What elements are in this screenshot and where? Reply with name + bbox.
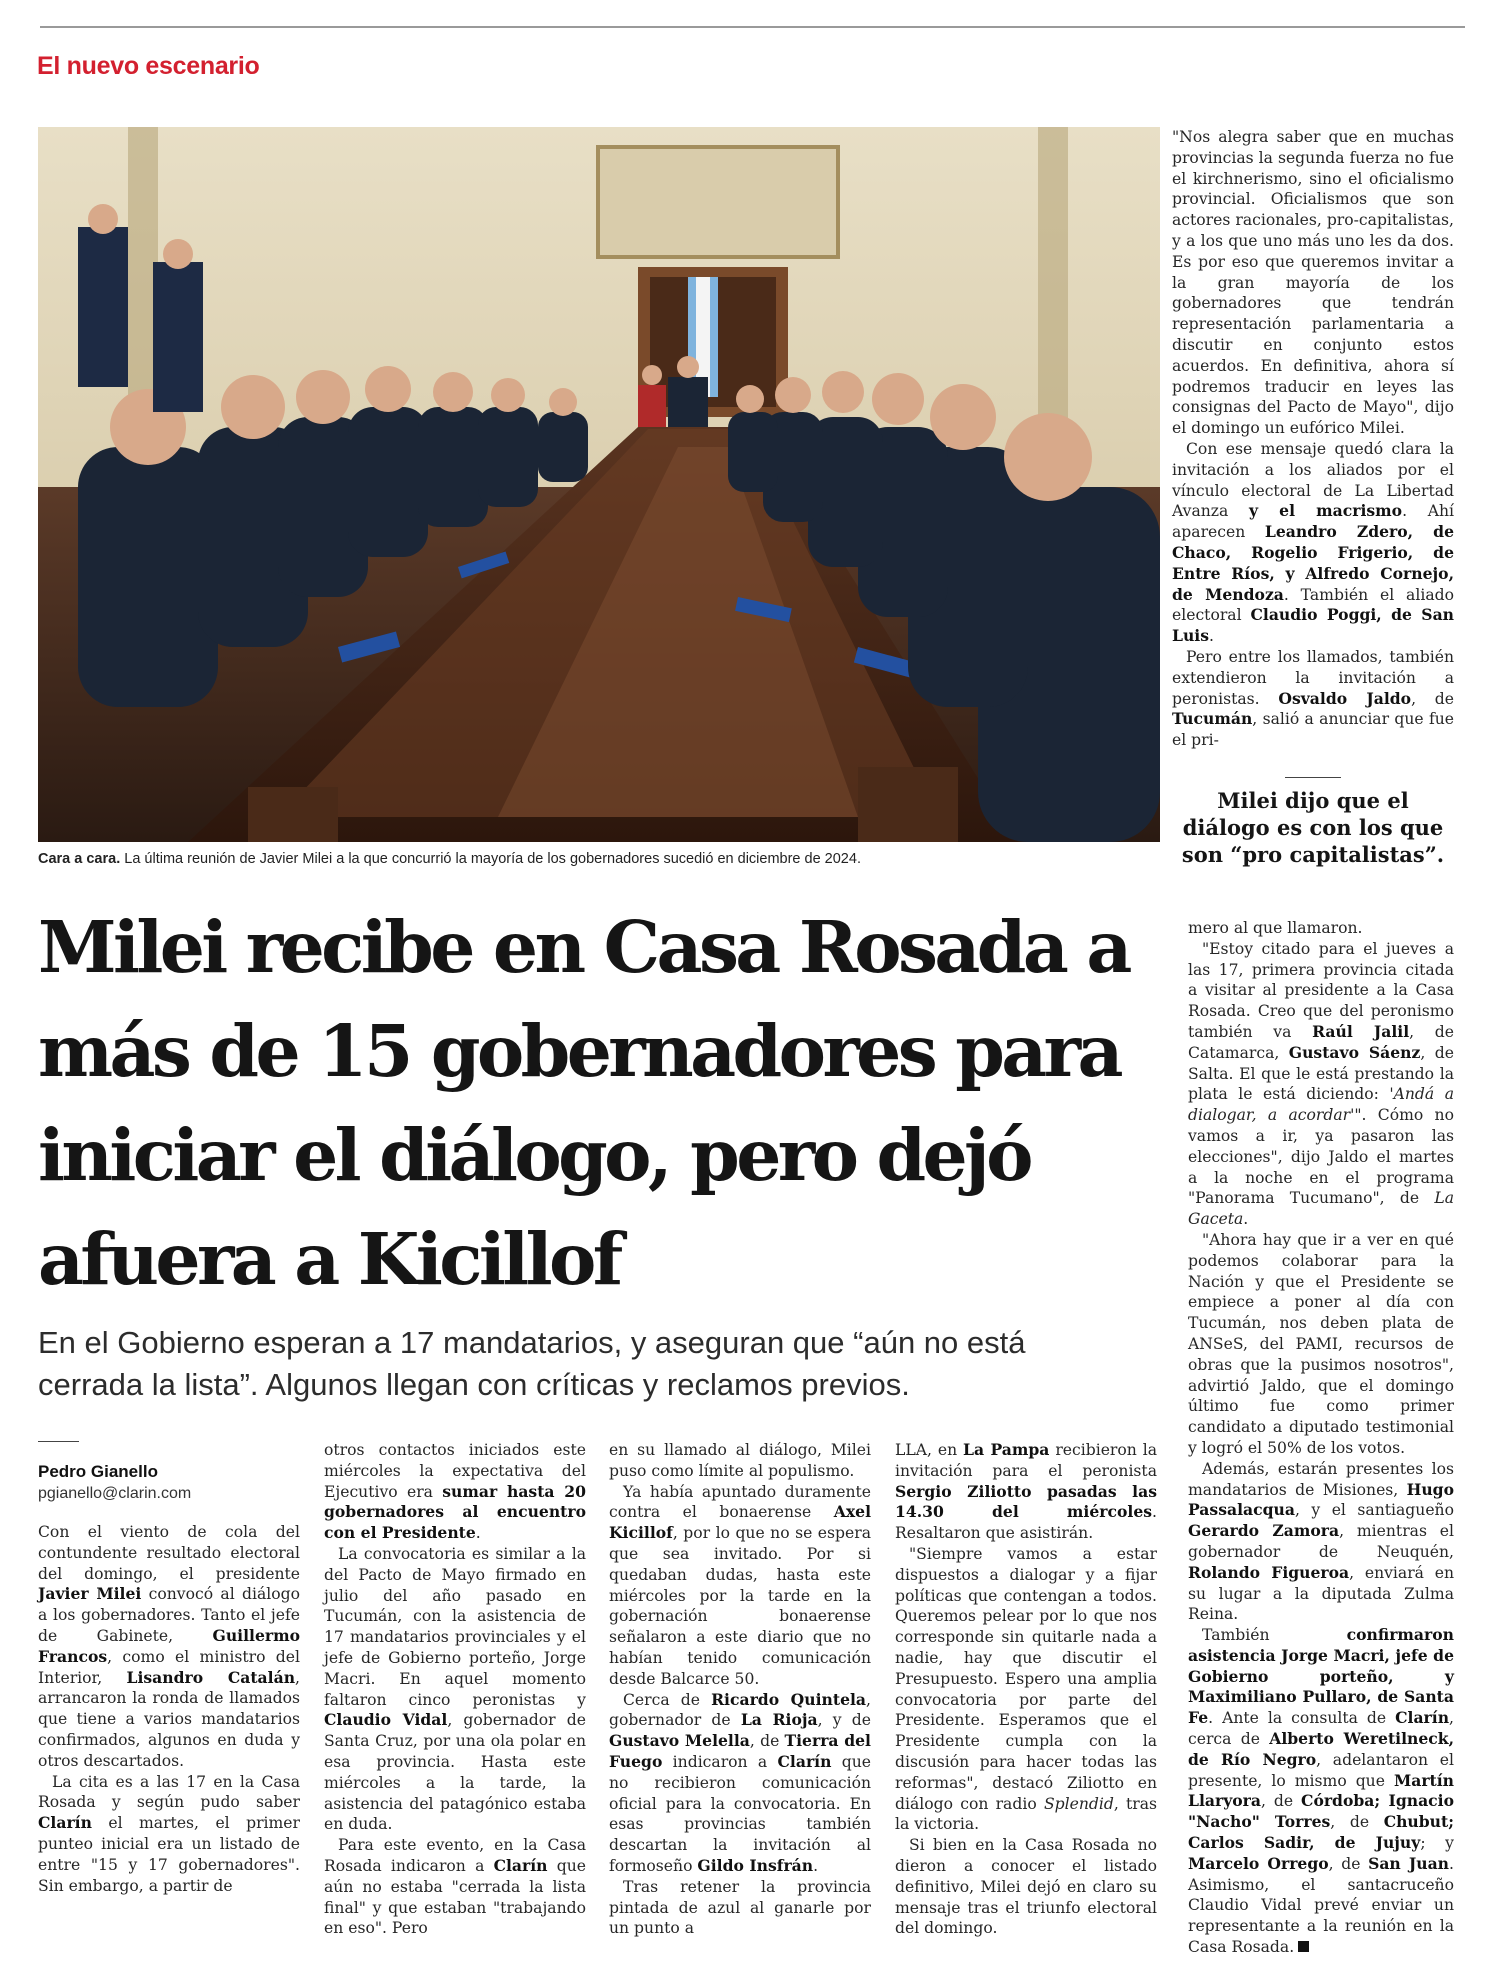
- end-mark-icon: [1298, 1941, 1309, 1952]
- pullquote: Milei dijo que el diálogo es con los que son “pro capitalistas”.: [1181, 788, 1445, 867]
- paragraph: en su llamado al diálogo, Milei puso como límite al populismo.: [609, 1441, 871, 1480]
- paragraph: La cita es a las 17 en la Casa Rosada y según pudo saber Clarín el martes, el primer punteo inicial era un listado de entre "15 y 17 gobernadores". Sin embargo, a partir de: [38, 1772, 300, 1895]
- paragraph: Ya había apuntado duramente contra el bonaerense Axel Kicillof, por lo que no se espera que sea invitado. Por si quedaban dudas, hasta este miércoles por la tarde en la gobernación bonaerense señalaron a este diario que no habían tenido comunicación desde Balcarce 50.: [609, 1482, 871, 1688]
- paragraph: Además, estarán presentes los mandatarios de Misiones, Hugo Passalacqua, y el santiagueño Gerardo Zamora, mientras el gobernador de Neuquén, Rolando Figueroa, enviará en su lugar a la diputada Zulma Reina.: [1188, 1459, 1454, 1624]
- top-rule: [40, 26, 1465, 28]
- paragraph: Tras retener la provincia pintada de azul al ganarle por un punto a: [609, 1877, 871, 1938]
- right-column-bottom: [1188, 918, 1454, 1958]
- paragraph: Cerca de Ricardo Quintela, gobernador de La Rioja, y de Gustavo Melella, de Tierra del Fuego indicaron a Clarín que no recibieron comunicación oficial para la convocatoria. En esas provincias también descartan la invitación al formoseño Gildo Insfrán.: [609, 1689, 871, 1875]
- body-column-2: [324, 1440, 586, 1939]
- paragraph: Con el viento de cola del contundente resultado electoral del domingo, el presidente Javier Milei convocó al diálogo a los gobernadores. Tanto el jefe de Gabinete, Guillermo Francos, como el ministro del Interior, Lisandro Catalán, arrancaron la ronda de llamados que tiene a varios mandatarios confirmados, algunos en duda y otros descartados.: [38, 1523, 300, 1770]
- pullquote-rule: [1285, 777, 1341, 778]
- paragraph: "Estoy citado para el jueves a las 17, primera provincia citada a visitar al presidente a la Casa Rosada. Creo que del peronismo también va Raúl Jalil, de Catamarca, Gustavo Sáenz, de Salta. El que le está prestando la plata le está diciendo: 'Andá a dialogar, a acordar'". Cómo no vamos a ir, ya pasaron las elecciones", dijo Jaldo el martes a la noche en el programa "Panorama Tucumano", de La Gaceta.: [1188, 939, 1454, 1229]
- paragraph: Para este evento, en la Casa Rosada indicaron a Clarín que aún no estaba "cerrada la lista final" y que estaban "trabajando en eso". Pero: [324, 1836, 586, 1938]
- paragraph: otros contactos iniciados este miércoles la expectativa del Ejecutivo era sumar hasta 20 gobernadores al encuentro con el Presidente.: [324, 1441, 586, 1543]
- paragraph: Si bien en la Casa Rosada no dieron a conocer el listado definitivo, Milei dejó en claro su mensaje tras el triunfo electoral del domingo.: [895, 1836, 1157, 1938]
- caption-lead: Cara a cara.: [38, 851, 121, 867]
- right-column-top: [1172, 127, 1454, 751]
- paragraph: mero al que llamaron.: [1188, 919, 1363, 937]
- news-photo: [38, 127, 1160, 842]
- author-email[interactable]: pgianello@clarin.com: [38, 1485, 192, 1502]
- paragraph: LLA, en La Pampa recibieron la invitación para el peronista Sergio Ziliotto pasadas las 14.30 del miércoles. Resaltaron que asistirán.: [895, 1440, 1157, 1543]
- paragraph: "Siempre vamos a estar dispuestos a dialogar y a fijar políticas que contengan a todos. Queremos pelear por lo que nos corresponde sin quitarle nada a nadie, hay que discutir el Presupuesto. Espero una amplia convocatoria por parte del Presidente. Esperamos que el Presidente cumpla con la discusión para hacer todas las reformas", destacó Ziliotto en diálogo con radio Splendid, tras la victoria.: [895, 1544, 1158, 1834]
- paragraph: "Ahora hay que ir a ver en qué podemos colaborar para la Nación y que el Presidente se empiece a poner al día con Tucumán, nos deben plata de ANSeS, del PAMI, recursos de obras que la pusimos nosotros", advirtió Jaldo, que el domingo último fue como primer candidato a diputado testimonial y logró el 50% de los votos.: [1188, 1230, 1454, 1457]
- dek: En el Gobierno esperan a 17 mandatarios, y aseguran que “aún no está cerrada la lista”. Algunos llegan con críticas y reclamos previos.: [38, 1325, 1026, 1402]
- body-column-4: [895, 1440, 1157, 1939]
- meeting-photo: [38, 127, 1160, 842]
- paragraph: Con ese mensaje quedó clara la invitación a los aliados por el vínculo electoral de La Libertad Avanza y el macrismo. Ahí aparecen Leandro Zdero, de Chaco, Rogelio Frigerio, de Entre Ríos, y Alfredo Cornejo, de Mendoza. También el aliado electoral Claudio Poggi, de San Luis.: [1172, 439, 1455, 646]
- paragraph: También confirmaron asistencia Jorge Macri, jefe de Gobierno porteño, y Maximiliano Pullaro, de Santa Fe. Ante la consulta de Clarín, cerca de Alberto Weretilneck, de Río Negro, adelantaron el presente, lo mismo que Martín Llaryora, de Córdoba; Ignacio "Nacho" Torres, de Chubut; Carlos Sadir, de Jujuy; y Marcelo Orrego, de San Juan. Asimismo, el santacruceño Claudio Vidal prevé enviar un representante a la reunión en la Casa Rosada.: [1188, 1625, 1454, 1957]
- author-name: Pedro Gianello: [38, 1462, 158, 1481]
- body-column-3: [609, 1440, 871, 1939]
- caption-text: La última reunión de Javier Milei a la que concurrió la mayoría de los gobernadores sucedió en diciembre de 2024.: [120, 851, 861, 867]
- headline: Milei recibe en Casa Rosada a más de 15 gobernadores para iniciar el diálogo, pero dejó afuera a Kicillof: [38, 905, 1129, 1301]
- paragraph: Pero entre los llamados, también extendieron la invitación a peronistas. Osvaldo Jaldo, de Tucumán, salió a anunciar que fue el pri-: [1172, 647, 1454, 750]
- photo-caption: [38, 851, 1160, 867]
- section-label: El nuevo escenario: [37, 52, 260, 80]
- paragraph: "Nos alegra saber que en muchas provincias la segunda fuerza no fue el kirchnerismo, sino el oficialismo provincial. Oficialismos que son actores racionales, pro-capitalistas, y a los que uno más uno les da dos. Es por eso que queremos invitar a la gran mayoría de los gobernadores que tendrán representación parlamentaria a discutir en conjunto estos acuerdos. En definitiva, ahora sí podremos traducir en leyes las consignas del Pacto de Mayo", dijo el domingo un eufórico Milei.: [1172, 128, 1454, 438]
- byline-rule: [38, 1441, 79, 1442]
- paragraph: La convocatoria es similar a la del Pacto de Mayo firmado en julio del año pasado en Tucumán, con la asistencia de 17 mandatarios provinciales y el jefe de Gobierno porteño, Jorge Macri. En aquel momento faltaron cinco peronistas y Claudio Vidal, gobernador de Santa Cruz, por una ola polar en esa provincia. Hasta este miércoles a la tarde, la asistencia del patagónico estaba en duda.: [324, 1544, 586, 1834]
- body-column-1: [38, 1522, 300, 1896]
